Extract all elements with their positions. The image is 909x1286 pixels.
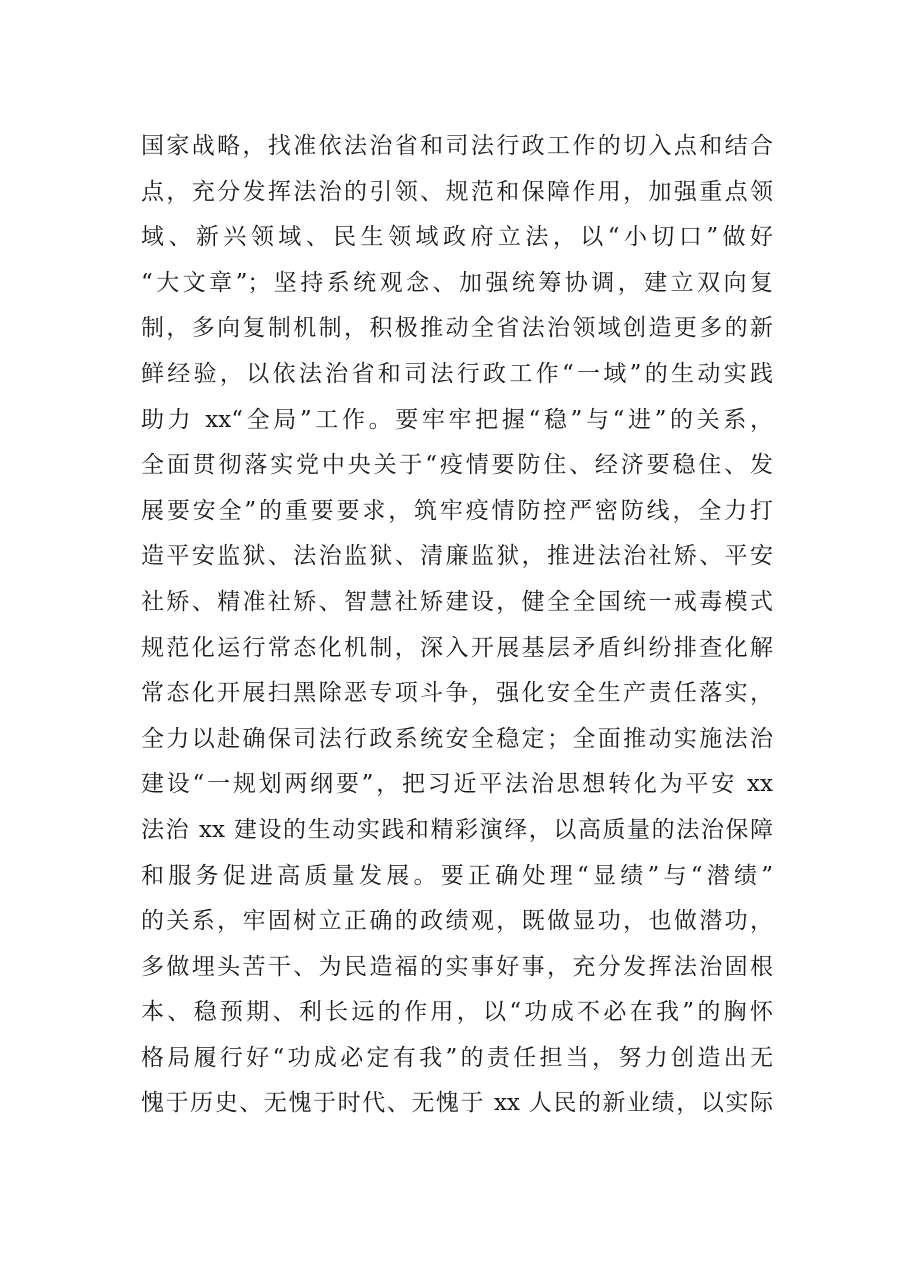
text-line-12: 规范化运行常态化机制，深入开展基层矛盾纠纷排查化解 bbox=[141, 634, 773, 661]
text-line-1: 国家战略，找准依法治省和司法行政工作的切入点和结合 bbox=[141, 133, 773, 159]
text-line-17: 和服务促进高质量发展。要正确处理“显绩”与“潜绩” bbox=[141, 862, 773, 889]
text-line-3: 域、新兴领域、民生领域政府立法，以“小切口”做好 bbox=[141, 224, 773, 251]
text-line-22: 愧于历史、无愧于时代、无愧于 xx 人民的新业绩，以实际 bbox=[141, 1090, 773, 1117]
text-line-13: 常态化开展扫黑除恶专项斗争，强化安全生产责任落实， bbox=[141, 680, 773, 707]
text-line-5: 制，多向复制机制，积极推动全省法治领域创造更多的新 bbox=[141, 315, 773, 342]
text-line-20: 本、稳预期、利长远的作用，以“功成不必在我”的胸怀 bbox=[141, 999, 773, 1026]
body-paragraph bbox=[141, 124, 781, 1127]
text-line-8: 全面贯彻落实党中央关于“疫情要防住、经济要稳住、发 bbox=[141, 452, 773, 479]
text-line-18: 的关系，牢固树立正确的政绩观，既做显功，也做潜功， bbox=[141, 908, 773, 935]
text-line-7: 助力 xx“全局”工作。要牢牢把握“稳”与“进”的关系， bbox=[141, 406, 773, 433]
text-line-15: 建设“一规划两纲要”，把习近平法治思想转化为平安 xx bbox=[141, 771, 773, 798]
text-line-2: 点，充分发挥法治的引领、规范和保障作用，加强重点领 bbox=[141, 178, 773, 205]
text-line-21: 格局履行好“功成必定有我”的责任担当，努力创造出无 bbox=[141, 1044, 773, 1071]
text-line-4: “大文章”；坚持系统观念、加强统筹协调，建立双向复 bbox=[141, 269, 773, 296]
text-line-11: 社矫、精准社矫、智慧社矫建设，健全全国统一戒毒模式 bbox=[141, 588, 773, 615]
text-line-14: 全力以赴确保司法行政系统安全稳定；全面推动实施法治 bbox=[141, 725, 773, 752]
text-line-16: 法治 xx 建设的生动实践和精彩演绎，以高质量的法治保障 bbox=[141, 816, 773, 843]
text-line-9: 展要安全”的重要要求，筑牢疫情防控严密防线，全力打 bbox=[141, 497, 773, 524]
text-line-10: 造平安监狱、法治监狱、清廉监狱，推进法治社矫、平安 bbox=[141, 543, 773, 570]
text-line-6: 鲜经验，以依法治省和司法行政工作“一域”的生动实践 bbox=[141, 360, 773, 387]
text-line-19: 多做埋头苦干、为民造福的实事好事，充分发挥法治固根 bbox=[141, 953, 773, 980]
